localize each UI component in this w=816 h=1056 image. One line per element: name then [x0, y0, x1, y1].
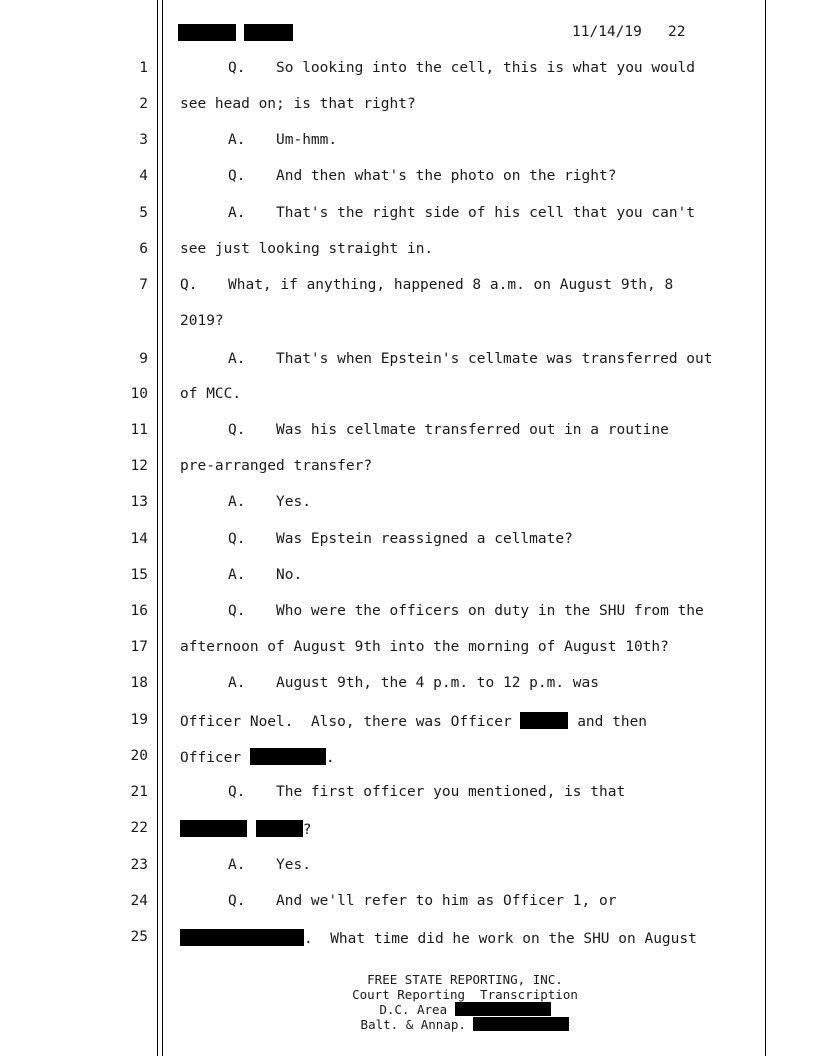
speaker-label: Q.: [180, 277, 198, 293]
speaker-label: A.: [228, 132, 246, 148]
transcript-line: [228, 675, 599, 691]
line-number: 1: [139, 60, 148, 76]
line-text: Yes.: [276, 494, 311, 510]
redaction-block: [455, 1002, 551, 1016]
speaker-label: Q.: [228, 784, 246, 800]
transcript-line: [228, 132, 337, 148]
footer-balt-annap-label: Balt. & Annap.: [360, 1017, 466, 1032]
line-number: 10: [130, 386, 148, 402]
line-text: pre-arranged transfer?: [180, 458, 373, 474]
line-number: 3: [139, 132, 148, 148]
line-number: 20: [130, 748, 148, 764]
transcript-line: [228, 494, 311, 510]
transcript-line: [228, 60, 695, 76]
speaker-label: A.: [228, 494, 246, 510]
line-number: 25: [130, 929, 148, 945]
transcript-line: [228, 857, 311, 873]
transcript-line: [180, 241, 433, 257]
line-text-after: and then: [577, 714, 648, 730]
line-text: The first officer you mentioned, is that: [276, 784, 626, 800]
speaker-label: Q.: [228, 60, 246, 76]
speaker-label: A.: [228, 351, 246, 367]
line-number: 11: [130, 422, 148, 438]
header-page-number: 22: [668, 24, 686, 40]
transcript-line: [180, 277, 673, 293]
line-number: 14: [130, 531, 148, 547]
line-text: No.: [276, 567, 303, 583]
transcript-line: [228, 351, 713, 367]
redaction-block: [180, 820, 247, 837]
header-redaction-2: [244, 24, 293, 41]
line-number: 15: [130, 567, 148, 583]
line-text: What, if anything, happened 8 a.m. on August 9th, 8: [228, 277, 674, 293]
redaction-block: [520, 712, 568, 729]
line-text: Who were the officers on duty in the SHU from the: [276, 603, 704, 619]
line-number: 24: [130, 893, 148, 909]
line-text: 2019?: [180, 313, 224, 329]
line-text: see head on; is that right?: [180, 96, 416, 112]
redaction-block: [473, 1017, 569, 1031]
line-text: Officer Noel. Also, there was Officer: [180, 714, 512, 730]
line-text: That's the right side of his cell that you can't: [276, 205, 696, 221]
footer-dc-area-label: D.C. Area: [379, 1002, 448, 1017]
speaker-label: Q.: [228, 168, 246, 184]
line-number: 16: [130, 603, 148, 619]
header-date-page: [572, 24, 686, 40]
line-number: 4: [139, 168, 148, 184]
footer-dc-area: [300, 1002, 630, 1017]
header-redaction-1: [178, 24, 236, 41]
line-text: Was Epstein reassigned a cellmate?: [276, 531, 573, 547]
header-date: 11/14/19: [572, 24, 642, 40]
transcript-line: [180, 96, 416, 112]
footer-services: Court Reporting Transcription: [352, 987, 578, 1002]
transcript-line: [180, 712, 647, 730]
transcript-line: [228, 531, 573, 547]
line-text-after: .: [325, 750, 335, 766]
line-number: 12: [130, 458, 148, 474]
transcript-line: [180, 820, 311, 838]
speaker-label: A.: [228, 675, 246, 691]
speaker-label: A.: [228, 857, 246, 873]
transcript-line: [180, 929, 697, 947]
transcript-line: [228, 567, 302, 583]
line-number: 9: [139, 351, 148, 367]
transcript-line: [180, 386, 241, 402]
line-text-after: . What time did he work on the SHU on August: [304, 931, 697, 947]
right-margin-rule: [765, 0, 766, 1056]
speaker-label: Q.: [228, 893, 246, 909]
line-number: 18: [130, 675, 148, 691]
left-margin-rule-outer: [157, 0, 158, 1056]
line-number: 23: [130, 857, 148, 873]
line-text: Officer: [180, 750, 242, 766]
line-number: 5: [139, 205, 148, 221]
line-number: 2: [139, 96, 148, 112]
line-text: Um-hmm.: [276, 132, 338, 148]
line-number: 6: [139, 241, 148, 257]
left-margin-rule-inner: [162, 0, 163, 1056]
speaker-label: A.: [228, 205, 246, 221]
speaker-label: Q.: [228, 422, 246, 438]
line-number: 19: [130, 712, 148, 728]
speaker-label: Q.: [228, 603, 246, 619]
speaker-label: A.: [228, 567, 246, 583]
footer: [300, 972, 630, 1032]
redaction-block: [180, 929, 304, 946]
footer-balt-annap: [300, 1017, 630, 1032]
line-text: see just looking straight in.: [180, 241, 434, 257]
line-number: 22: [130, 820, 148, 836]
transcript-line: [180, 639, 669, 655]
line-text: Yes.: [276, 857, 311, 873]
transcript-line: [228, 784, 625, 800]
line-text: And then what's the photo on the right?: [276, 168, 617, 184]
line-text: Was his cellmate transferred out in a routine: [276, 422, 669, 438]
line-text: That's when Epstein's cellmate was transferred out: [276, 351, 713, 367]
redaction-block: [256, 820, 303, 837]
line-text-after: ?: [302, 822, 312, 838]
line-text: August 9th, the 4 p.m. to 12 p.m. was: [276, 675, 600, 691]
speaker-label: Q.: [228, 531, 246, 547]
transcript-line: [180, 748, 335, 766]
footer-company: FREE STATE REPORTING, INC.: [367, 972, 563, 987]
line-number: 21: [130, 784, 148, 800]
transcript-line: [180, 313, 224, 329]
line-text: afternoon of August 9th into the morning of August 10th?: [180, 639, 669, 655]
line-text: of MCC.: [180, 386, 242, 402]
redaction-block: [250, 748, 326, 765]
transcript-line: [228, 422, 669, 438]
line-text: And we'll refer to him as Officer 1, or: [276, 893, 617, 909]
line-number: 17: [130, 639, 148, 655]
transcript-line: [228, 603, 704, 619]
line-number: 13: [130, 494, 148, 510]
transcript-line: [228, 893, 616, 909]
transcript-line: [228, 168, 616, 184]
line-number: 7: [139, 277, 148, 293]
transcript-line: [228, 205, 695, 221]
line-text: So looking into the cell, this is what you would: [276, 60, 696, 76]
transcript-line: [180, 458, 372, 474]
